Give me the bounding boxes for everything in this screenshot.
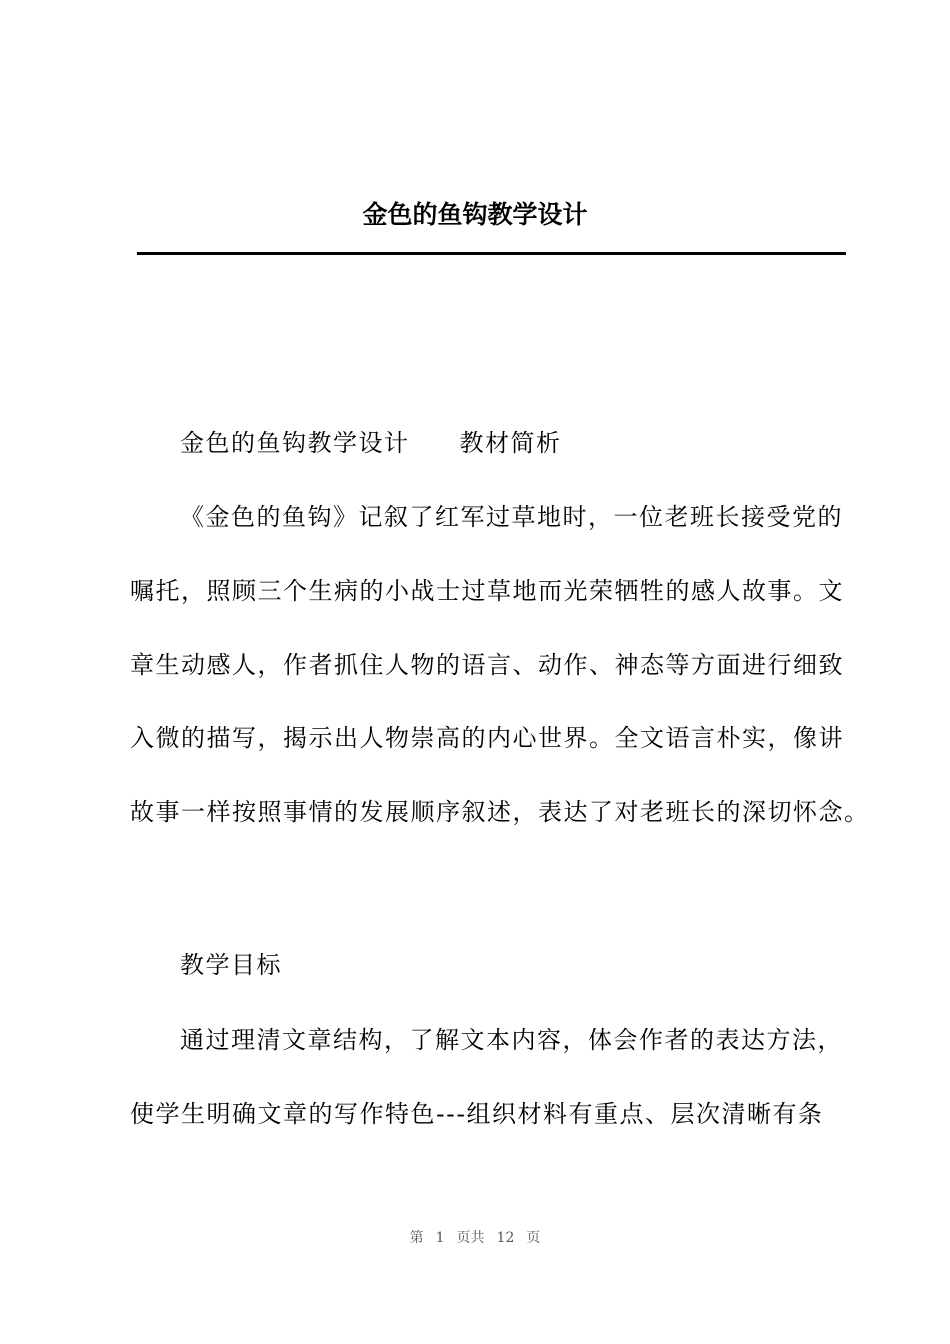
- footer-page-number: 1: [435, 1230, 445, 1246]
- page-footer: [0, 1228, 950, 1248]
- paragraph-line: 章生动感人，作者抓住人物的语言、动作、神态等方面进行细致: [130, 651, 844, 679]
- section-heading-teaching-goals: 教学目标: [180, 951, 282, 979]
- section-heading-material-analysis: [180, 423, 910, 463]
- paragraph-line: 入微的描写，揭示出人物崇高的内心世界。全文语言朴实，像讲: [130, 724, 844, 752]
- title-divider: [137, 252, 846, 255]
- heading-right-text: 教材简析: [459, 429, 562, 457]
- footer-page-total: 12: [496, 1230, 515, 1246]
- paragraph-line: 嘱托，照顾三个生病的小战士过草地而光荣牺牲的感人故事。文: [130, 577, 844, 605]
- paragraph-line: 《金色的鱼钩》记叙了红军过草地时，一位老班长接受党的: [180, 503, 843, 531]
- paragraph-line: 使学生明确文章的写作特色---组织材料有重点、层次清晰有条: [130, 1100, 824, 1128]
- paragraph-line: 通过理清文章结构，了解文本内容，体会作者的表达方法，: [180, 1026, 843, 1054]
- paragraph-line: 故事一样按照事情的发展顺序叙述，表达了对老班长的深切怀念。: [130, 798, 870, 826]
- heading-left-text: 金色的鱼钩教学设计: [180, 429, 410, 457]
- footer-label-page: 第: [409, 1230, 424, 1246]
- footer-label-pages: 页: [526, 1230, 541, 1246]
- document-title: 金色的鱼钩教学设计: [362, 200, 588, 229]
- footer-label-of: 页共: [456, 1230, 485, 1246]
